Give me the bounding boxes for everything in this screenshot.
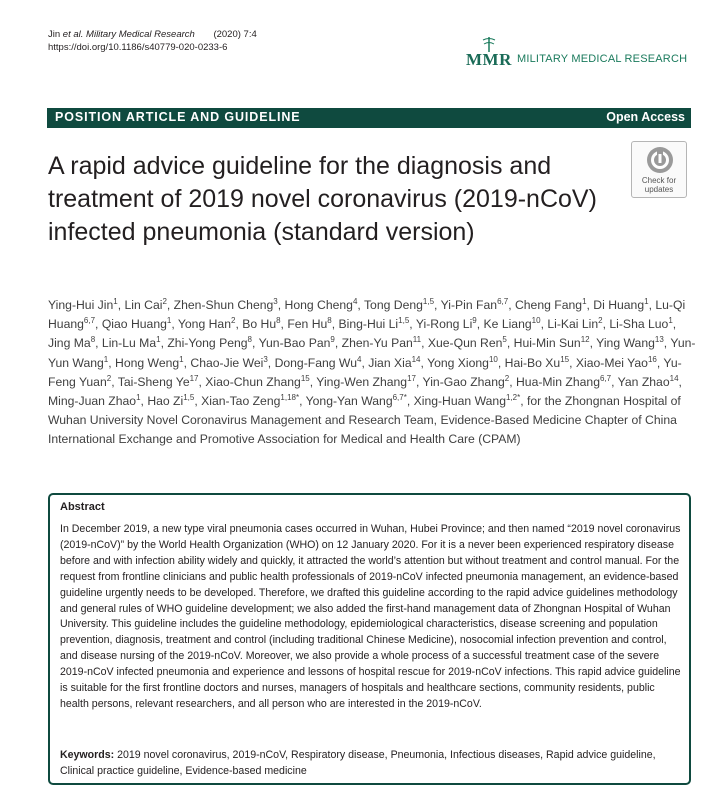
citation-header <box>48 28 257 54</box>
author-name[interactable]: Di Huang$^1$ <box>593 297 649 312</box>
check-for-updates-button[interactable] <box>631 141 687 198</box>
author-list: Ying-Hui Jin$^1$, Lin Cai$^2$, Zhen-Shun Cheng$^3$, Hong Cheng$^4$, Tong Deng$^{1,5}$, Yi-Pin Fan$^{6,7}$, Cheng Fang$^1$, Di Huang$^1$, Lu-Qi Huang$^{6,7}$, Qiao Huang$^1$, Yong Han$^2$, Bo Hu$^8$, Fen Hu$^8$, Bing-Hui Li$^{1,5}$, Yi-Rong Li$^9$, Ke Liang$^{10}$, Li-Kai Lin$^2$, Li-Sha Luo$^1$, Jing Ma$^8$, Lin-Lu Ma$^1$, Zhi-Yong Peng$^8$, Yun-Bao Pan$^9$, Zhen-Yu Pan$^{11}$, Xue-Qun Ren$^5$, Hui-Min Sun$^{12}$, Ying Wang$^{13}$, Yun-Yun Wang$^1$, Hong Weng$^1$, Chao-Jie Wei$^3$, Dong-Fang Wu$^4$, Jian Xia$^{14}$, Yong Xiong$^{10}$, Hai-Bo Xu$^{15}$, Xiao-Mei Yao$^{16}$, Yu-Feng Yuan$^2$, Tai-Sheng Ye$^{17}$, Xiao-Chun Zhang$^{15}$, Ying-Wen Zhang$^{17}$, Yin-Gao Zhang$^2$, Hua-Min Zhang$^{6,7}$, Yan Zhao$^{14}$, Ming-Juan Zhao$^1$, Hao Zi$^{1,5}$, Xian-Tao Zeng$^{1,18*}$, Yong-Yan Wang$^{6,7*}$, Xing-Huan Wang$^{1,2*}$, for the Zhongnan Hospital of Wuhan University Novel Coronavirus Management and Research Team, Evidence-Based Medicine Chapter of China International Exchange and Promotive Association for Medical and Health Care (CPAM) <box>48 297 696 447</box>
author-name[interactable]: Yun-Yun Wang$^1$ <box>48 336 696 370</box>
author-affiliation: 5 <box>502 335 507 345</box>
journal-logo-mark: MMR <box>466 50 512 69</box>
author-affiliation: 1 <box>103 354 109 364</box>
author-name[interactable]: Cheng Fang$^1$ <box>514 297 587 312</box>
author-name[interactable]: Yi-Pin Fan$^{6,7}$ <box>440 297 509 312</box>
author-name[interactable]: Hua-Min Zhang$^{6,7}$ <box>515 373 612 389</box>
author-name[interactable]: Bing-Hui Li$^{1,5}$ <box>338 316 410 332</box>
author-affiliation: 8 <box>276 316 281 326</box>
citation-authors: Jin <box>48 29 61 40</box>
update-badge-icon <box>645 145 675 175</box>
author-name[interactable]: Hong Weng$^1$ <box>115 354 184 370</box>
author-name[interactable]: Xiao-Mei Yao$^{16}$ <box>575 354 657 370</box>
author-name[interactable]: Jian Xia$^{14}$ <box>368 354 421 370</box>
author-name[interactable]: Yan Zhao$^{14}$ <box>617 373 679 389</box>
author-affiliation: 6,7 <box>599 373 612 383</box>
author-affiliation: 14 <box>411 354 421 364</box>
author-affiliation: 1,5 <box>422 297 435 306</box>
author-name[interactable]: Fen Hu$^8$ <box>287 316 332 332</box>
author-name[interactable]: Bo Hu$^8$ <box>242 316 281 332</box>
author-affiliation: 2 <box>162 297 167 306</box>
author-name[interactable]: Yun-Bao Pan$^9$ <box>258 335 335 351</box>
citation-journal: Military Medical Research <box>86 29 195 40</box>
author-name[interactable]: Zhen-Yu Pan$^{11}$ <box>341 335 422 351</box>
author-name[interactable]: Yin-Gao Zhang$^2$ <box>422 373 510 389</box>
author-affiliation: 1 <box>668 316 673 326</box>
author-affiliation: 8 <box>90 335 96 345</box>
author-name[interactable]: Hai-Bo Xu$^{15}$ <box>504 354 570 370</box>
author-affiliation: 8 <box>327 316 332 326</box>
abstract-box <box>48 493 691 785</box>
author-name[interactable]: Zhi-Yong Peng$^8$ <box>167 335 252 351</box>
author-name[interactable]: Lin-Lu Ma$^1$ <box>101 335 161 351</box>
author-affiliation: 4 <box>357 354 362 364</box>
author-name[interactable]: Lin Cai$^2$ <box>124 297 167 312</box>
author-name[interactable]: Yong Xiong$^{10}$ <box>427 354 498 370</box>
author-name[interactable]: Chao-Jie Wei$^3$ <box>190 354 268 370</box>
citation-line <box>48 28 257 41</box>
author-affiliation: 15 <box>300 373 310 383</box>
article-title: A rapid advice guideline for the diagnosis and treatment of 2019 novel coronavirus (2019-nCoV) infected pneumonia (standard version) <box>48 152 597 246</box>
author-affiliation: 3 <box>263 354 268 364</box>
author-affiliation: 11 <box>412 335 422 345</box>
author-affiliation: 1,5 <box>398 316 410 326</box>
author-affiliation: 2 <box>598 316 603 326</box>
author-name[interactable]: Yi-Rong Li$^9$ <box>415 316 477 332</box>
author-name[interactable]: Yong-Yan Wang$^{6,7*}$ <box>305 393 407 409</box>
keywords-label: Keywords: <box>60 749 115 761</box>
author-name[interactable]: Yong Han$^2$ <box>177 316 236 332</box>
check-updates-line2: updates <box>644 185 674 194</box>
author-affiliation: 13 <box>654 335 664 345</box>
author-affiliation: 12 <box>580 335 590 345</box>
citation-year: (2020) 7:4 <box>213 29 257 40</box>
citation-et-al: et al. <box>62 29 84 40</box>
author-affiliation: 16 <box>647 354 657 364</box>
author-name[interactable]: Ying Wang$^{13}$ <box>596 335 664 351</box>
author-name[interactable]: Xing-Huan Wang$^{1,2*}$ <box>413 393 521 409</box>
author-affiliation: 2 <box>504 373 510 383</box>
abstract-body: In December 2019, a new type viral pneumonia cases occurred in Wuhan, Hubei Province; and then named “2019 novel coronavirus (2019-nCoV)” by the World Health Organization (WHO) on 12 January 2020. For it is a never been experienced respiratory disease before and with infection ability widely and quickly, it attracted the world’s attention but without treatment and control manual. For the request from frontline clinicians and public health professionals of 2019-nCoV infected pneumonia management, an evidence-based guideline urgently needs to be developed. Therefore, we drafted this guideline according to the rapid advice guidelines methodology and general rules of WHO guideline development; we also added the first-hand management data of Zhongnan Hospital of Wuhan University. This guideline includes the guideline methodology, epidemiological characteristics, disease screening and population prevention, diagnosis, treatment and control (including traditional Chinese Medicine), nosocomial infection prevention and control, and disease nursing of the 2019-nCoV. Moreover, we also provide a whole process of a successful treatment case of the severe 2019-nCoV infected pneumonia and experience and lessons of hospital rescue for 2019-nCoV infections. This rapid advice guideline is suitable for the first frontline doctors and nurses, managers of hospitals and healthcare sections, community residents, public health persons, relevant researchers, and all person who are interested in the 2019-nCoV. <box>60 523 681 710</box>
author-affiliation: 2 <box>230 316 236 326</box>
author-affiliation: 6,7 <box>83 316 96 326</box>
author-name[interactable]: Ming-Juan Zhao$^1$ <box>48 393 141 409</box>
author-name[interactable]: Tong Deng$^{1,5}$ <box>363 297 435 312</box>
author-name[interactable]: Li-Sha Luo$^1$ <box>609 316 673 332</box>
journal-logo[interactable] <box>466 36 696 76</box>
author-affiliation: 1 <box>136 393 141 403</box>
author-name[interactable]: Tai-Sheng Ye$^{17}$ <box>117 373 199 389</box>
article-type-banner <box>47 108 691 128</box>
author-affiliation: 15 <box>560 354 570 364</box>
author-name[interactable]: Hui-Min Sun$^{12}$ <box>513 335 590 351</box>
author-name[interactable]: Ke Liang$^{10}$ <box>483 316 541 332</box>
author-affiliation: 10 <box>531 316 541 326</box>
author-affiliation: 1 <box>156 335 161 345</box>
author-affiliation: 1 <box>644 297 649 306</box>
journal-logo-name: MILITARY MEDICAL RESEARCH <box>517 53 688 65</box>
author-affiliation: 1 <box>179 354 184 364</box>
author-affiliation: 1 <box>113 297 118 306</box>
author-name[interactable]: Hao Zi$^{1,5}$ <box>147 393 195 409</box>
doi-link[interactable]: https://doi.org/10.1186/s40779-020-0233-6 <box>48 42 228 53</box>
author-affiliation: 9 <box>330 335 335 345</box>
author-group: , for the Zhongnan Hospital of Wuhan University Novel Coronavirus Management and Research Team, Evidence-Based Medicine Chapter of China International Exchange and Promotive Association for Medical and Health Care (CPAM) <box>48 394 681 447</box>
author-affiliation: 1,2* <box>505 393 521 403</box>
author-name[interactable]: Hong Cheng$^4$ <box>284 297 358 312</box>
abstract-heading: Abstract <box>60 501 105 513</box>
author-name[interactable]: Ying-Wen Zhang$^{17}$ <box>316 373 416 389</box>
author-affiliation: 17 <box>407 373 416 383</box>
author-affiliation: 6,7 <box>497 297 509 306</box>
author-name[interactable]: Xiao-Chun Zhang$^{15}$ <box>205 373 310 389</box>
author-name[interactable]: Xian-Tao Zeng$^{1,18*}$ <box>201 393 300 409</box>
keywords <box>60 748 685 780</box>
author-affiliation: 2 <box>106 373 112 383</box>
author-affiliation: 1 <box>166 316 172 326</box>
author-affiliation: 1,5 <box>183 393 195 403</box>
open-access-label: Open Access <box>606 110 685 124</box>
author-affiliation: 1,18* <box>280 393 300 403</box>
author-affiliation: 10 <box>488 354 498 364</box>
check-updates-line1: Check for <box>641 176 677 185</box>
author-affiliation: 8 <box>247 335 252 345</box>
author-name[interactable]: Qiao Huang$^1$ <box>101 316 172 332</box>
author-affiliation: 14 <box>669 373 679 383</box>
author-name[interactable]: Yu-Feng Yuan$^2$ <box>48 355 682 389</box>
author-affiliation: 1 <box>582 297 587 306</box>
author-name[interactable]: Zhen-Shun Cheng$^3$ <box>173 297 278 312</box>
author-affiliation: 17 <box>189 373 199 383</box>
article-type: POSITION ARTICLE AND GUIDELINE <box>55 110 301 124</box>
author-affiliation: 4 <box>352 297 358 306</box>
author-name[interactable]: Jing Ma$^8$ <box>48 335 96 351</box>
author-name[interactable]: Dong-Fang Wu$^4$ <box>274 354 362 370</box>
author-affiliation: 6,7* <box>392 393 407 403</box>
author-affiliation: 9 <box>472 316 477 326</box>
author-affiliation: 3 <box>273 297 278 306</box>
check-updates-label <box>632 176 686 194</box>
keywords-list: 2019 novel coronavirus, 2019-nCoV, Respiratory disease, Pneumonia, Infectious diseases, Rapid advice guideline, Clinical practice guideline, Evidence-based medicine <box>60 749 656 777</box>
author-name[interactable]: Ying-Hui Jin$^1$ <box>48 297 118 312</box>
author-name[interactable]: Li-Kai Lin$^2$ <box>547 316 603 332</box>
author-name[interactable]: Xue-Qun Ren$^5$ <box>427 335 507 351</box>
author-name[interactable]: Lu-Qi Huang$^{6,7}$ <box>48 298 686 332</box>
